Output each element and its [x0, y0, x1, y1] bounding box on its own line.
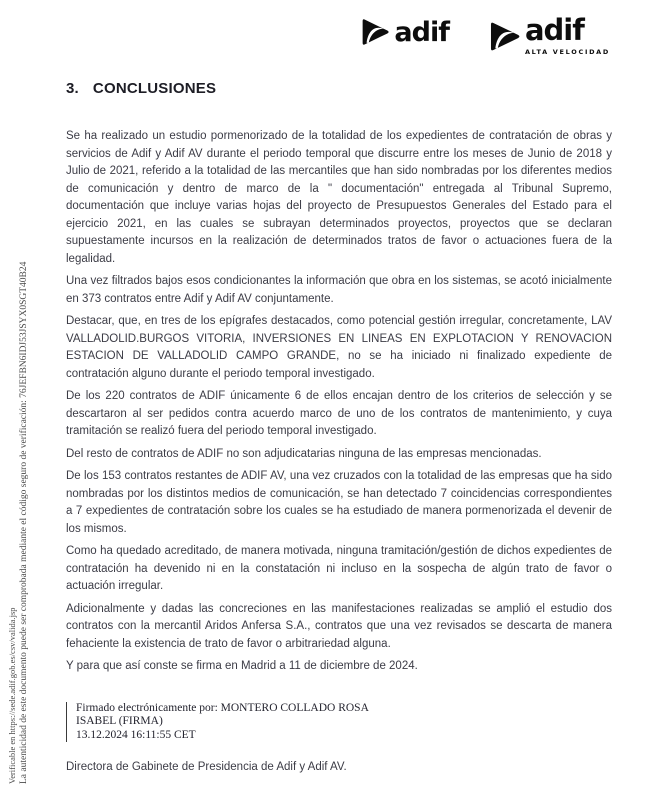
adif-av-triangle-icon — [487, 19, 522, 54]
verification-url-text: Verificable en https://sede.adif.gob.es/csv/valida.jsp — [7, 607, 17, 784]
signature-signed-by-2: ISABEL (FIRMA) — [76, 715, 163, 727]
paragraph-7: Como ha quedado acreditado, de manera motivada, ninguna tramitación/gestión de dichos expedientes de contratación ha devenido ni en la constatación ni incluso en la sospecha de algún trato de favor o actuación irregular. — [66, 545, 612, 592]
section-title — [66, 80, 612, 97]
adif-wordmark: adif — [394, 16, 449, 48]
adif-triangle-icon — [359, 16, 391, 48]
signature-signed-by: Firmado electrónicamente por: MONTERO COLLADO ROSA — [76, 701, 369, 714]
paragraph-3: Destacar, que, en tres de los epígrafes destacados, como potencial gestión irregular, concretamente, LAV VALLADOLID.BURGOS VITORIA, INVERSIONES EN LINEAS EN EXPLOTACION Y RENOVACION ESTACION DE VALLADOLID CAMPO GRANDE, no se ha iniciado ni finalizado expediente de contratación alguno durante el periodo temporal investigado. — [66, 315, 612, 380]
section-number: 3. — [66, 80, 79, 97]
adif-logo — [359, 16, 449, 48]
header-logos — [0, 13, 610, 56]
verification-code-text: La autenticidad de este documento puede ser comprobada mediante el código seguro de verificación: 76JEFBN6IDJ53JSYX0SGT40B24 — [19, 261, 29, 784]
paragraph-6: De los 153 contratos restantes de ADIF AV, una vez cruzados con la totalidad de las empresas que ha sido nombradas por los distintos medios de comunicación, se han detectado 7 coincidencias correspondientes a 7 expedientes de contratación sobre los cuales se ha estudiado de manera pormenorizada el devenir de los mismos. — [66, 470, 612, 535]
paragraph-1: Se ha realizado un estudio pormenorizado de la totalidad de los expedientes de contratación de obras y servicios de Adif y Adif AV durante el periodo temporal que discurre entre los meses de Junio de 2018 y Julio de 2021, referido a la totalidad de las mercantiles que han sido nombradas por los diferentes medios de comunicación y dentro de marco de la " documentación" entregada al Tribunal Supremo, documentación que incluye varias hojas del proyecto de Presupuestos Generales del Estado para el ejercicio 2021, en las cuales se subrayan determinados proyectos, proyectos que se declaran supuestamente incursos en la realización de determinados tratos de favor o actuaciones fuera de la legalidad. — [66, 130, 612, 265]
paragraph-5: Del resto de contratos de ADIF no son adjudicatarias ninguna de las empresas mencionadas. — [66, 447, 542, 460]
document-content — [66, 80, 612, 773]
paragraph-9: Y para que así conste se firma en Madrid a 11 de diciembre de 2024. — [66, 660, 418, 672]
adif-av-logo — [487, 13, 610, 56]
signer-role: Directora de Gabinete de Presidencia de Adif y Adif AV. — [66, 761, 347, 773]
adif-av-wordmark: adif — [524, 13, 584, 47]
paragraph-8: Adicionalmente y dadas las concreciones en las manifestaciones realizadas se amplió el estudio dos contratos con la mercantil Aridos Anfersa S.A., contratos que una vez revisados se descarta de manera fehaciente la existencia de trato de favor o arbitrariedad alguna. — [66, 602, 612, 650]
paragraph-2: Una vez filtrados bajos esos condicionantes la información que obra en los sistemas, se acotó inicialmente en 373 contratos entre Adif y Adif AV conjuntamente. — [66, 275, 612, 305]
signature-timestamp: 13.12.2024 16:11:55 CET — [76, 728, 196, 741]
electronic-signature-stamp — [66, 702, 612, 743]
alta-velocidad-label: ALTA VELOCIDAD — [524, 48, 610, 56]
paragraph-4: De los 220 contratos de ADIF únicamente 6 de ellos encajan dentro de los criterios de selección y se descartaron al ser pedidos contra acuerdo marco de uno de los contratos de mantenimiento, y cuya tramitación se realizó fuera del periodo temporal investigado. — [66, 390, 612, 437]
section-title-label: CONCLUSIONES — [92, 80, 217, 97]
